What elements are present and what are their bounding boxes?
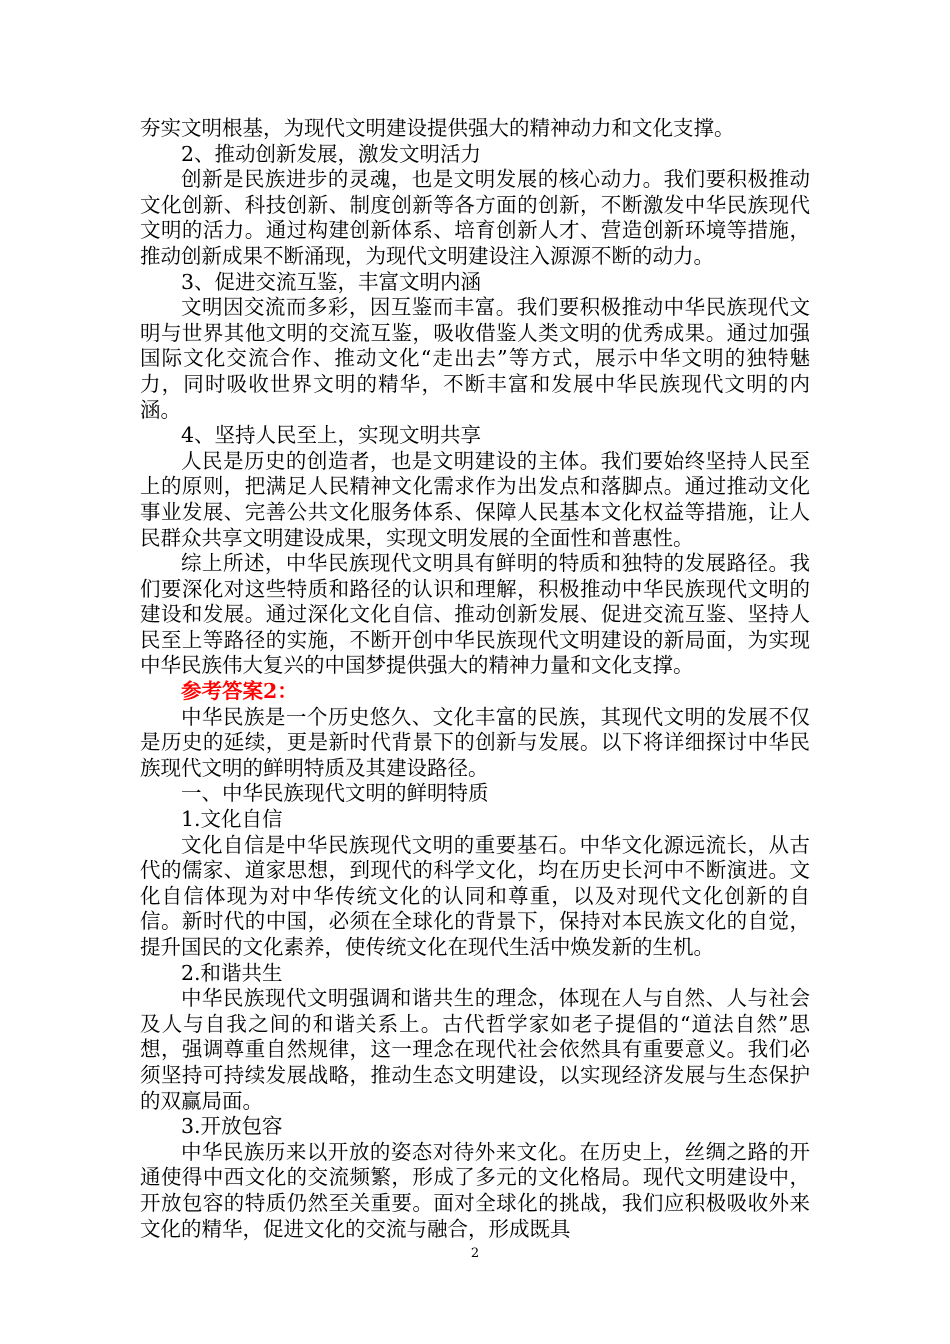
section-heading-3: 3、促进交流互鉴，丰富文明内涵 — [181, 269, 482, 294]
reference-answer-heading: 参考答案2： — [181, 679, 298, 704]
paragraph-15: 中华民族现代文明强调和谐共生的理念，体现在人与自然、人与社会及人与自我之间的和谐关系上。古代哲学家如老子提倡的“道法自然”思想，强调尊重自然规律，这一理念在现代社会依然具有重要意义。我们必须坚持可持续发展战略，推动生态文明建设，以实现经济发展与生态保护的双赢局面。 — [140, 986, 810, 1113]
document-body — [140, 116, 810, 1242]
paragraph-5: 文明因交流而多彩，因互鉴而丰富。我们要积极推动中华民族现代文明与世界其他文明的交流互鉴，吸收借鉴人类文明的优秀成果。通过加强国际文化交流合作、推动文化“走出去”等方式，展示中华文明的独特魅力，同时吸收世界文明的精华，不断丰富和发展中华民族现代文明的内涵。 — [140, 295, 810, 422]
page-number: 2 — [470, 1246, 480, 1261]
paragraph-3: 创新是民族进步的灵魂，也是文明发展的核心动力。我们要积极推动文化创新、科技创新、制度创新等各方面的创新，不断激发中华民族现代文明的活力。通过构建创新体系、培育创新人才、营造创新环境等措施，推动创新成果不断涌现，为现代文明建设注入源源不断的动力。 — [140, 167, 810, 268]
subheading-openness: 3.开放包容 — [181, 1114, 283, 1139]
section-heading-traits: 一、中华民族现代文明的鲜明特质 — [181, 781, 489, 806]
summary-paragraph: 综上所述，中华民族现代文明具有鲜明的特质和独特的发展路径。我们要深化对这些特质和路径的认识和理解，积极推动中华民族现代文明的建设和发展。通过深化文化自信、推动创新发展、促进交流互鉴、坚持人民至上等路径的实施，不断开创中华民族现代文明建设的新局面，为实现中华民族伟大复兴的中国梦提供强大的精神力量和文化支撑。 — [140, 551, 810, 678]
section-heading-2: 2、推动创新发展，激发文明活力 — [181, 141, 482, 166]
subheading-cultural-confidence: 1.文化自信 — [181, 807, 283, 832]
subheading-harmony: 2.和谐共生 — [181, 960, 283, 985]
paragraph-1: 夯实文明根基，为现代文明建设提供强大的精神动力和文化支撑。 — [140, 116, 735, 140]
section-heading-4: 4、坚持人民至上，实现文明共享 — [181, 423, 482, 448]
paragraph-17: 中华民族历来以开放的姿态对待外来文化。在历史上，丝绸之路的开通使得中西文化的交流频繁，形成了多元的文化格局。现代文明建设中，开放包容的特质仍然至关重要。面对全球化的挑战，我们应积极吸收外来文化的精华，促进文化的交流与融合，形成既具 — [140, 1139, 810, 1241]
paragraph-7: 人民是历史的创造者，也是文明建设的主体。我们要始终坚持人民至上的原则，把满足人民精神文化需求作为出发点和落脚点。通过推动文化事业发展、完善公共文化服务体系、保障人民基本文化权益等措施，让人民群众共享文明建设成果，实现文明发展的全面性和普惠性。 — [140, 448, 810, 550]
paragraph-13: 文化自信是中华民族现代文明的重要基石。中华文化源远流长，从古代的儒家、道家思想，到现代的科学文化，均在历史长河中不断演进。文化自信体现为对中华传统文化的认同和尊重，以及对现代文化创新的自信。新时代的中国，必须在全球化的背景下，保持对本民族文化的自觉，提升国民的文化素养，使传统文化在现代生活中焕发新的生机。 — [140, 832, 810, 959]
paragraph-10: 中华民族是一个历史悠久、文化丰富的民族，其现代文明的发展不仅是历史的延续，更是新时代背景下的创新与发展。以下将详细探讨中华民族现代文明的鲜明特质及其建设路径。 — [140, 704, 810, 780]
